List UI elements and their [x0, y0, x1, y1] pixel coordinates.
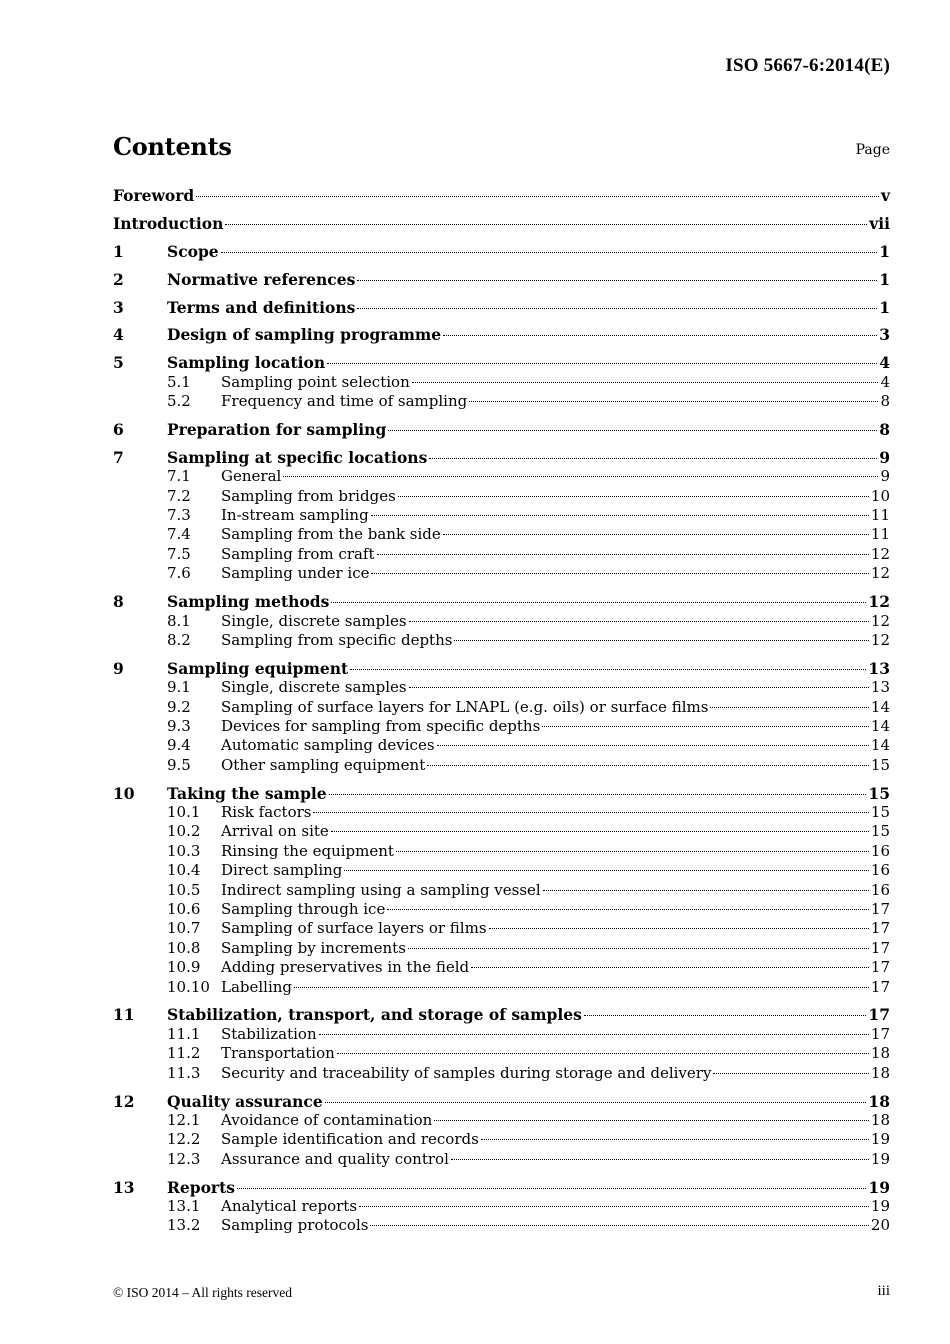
- toc-subentry[interactable]: [113, 736, 890, 755]
- toc-section-group: [113, 784, 890, 997]
- toc-entry-number: 12.1: [167, 1110, 201, 1129]
- toc-entry-title: Sampling equipment: [167, 658, 349, 678]
- toc-entry-number: 13.1: [167, 1196, 201, 1215]
- dot-leader: [371, 515, 869, 516]
- toc-entry-title: Labelling: [221, 977, 293, 996]
- toc-subentry[interactable]: [113, 1197, 890, 1216]
- toc-subentry[interactable]: [113, 978, 890, 997]
- toc-entry-page: 10: [870, 486, 890, 505]
- dot-leader: [489, 928, 869, 929]
- toc-subentry[interactable]: [113, 1044, 890, 1063]
- toc-section-group: [113, 659, 890, 775]
- toc-entry-page: 17: [868, 1005, 890, 1025]
- dot-leader: [357, 308, 877, 309]
- dot-leader: [371, 573, 868, 574]
- toc-entry-title: Sampling at specific locations: [167, 447, 428, 467]
- dot-leader: [409, 621, 869, 622]
- toc-entry-number: 13: [113, 1177, 135, 1197]
- toc-subentry[interactable]: [113, 631, 890, 650]
- toc-entry-page: 18: [870, 1044, 890, 1063]
- toc-entry-number: 10.5: [167, 880, 201, 899]
- toc-entry-title: Transportation: [221, 1044, 335, 1063]
- toc-entry-title: Sampling from specific depths: [221, 630, 453, 649]
- toc-subentry[interactable]: [113, 803, 890, 822]
- toc-subentry[interactable]: [113, 1111, 890, 1130]
- toc-entry-number: 6: [113, 420, 124, 440]
- toc-subentry[interactable]: [113, 861, 890, 880]
- toc-entry-number: 10.2: [167, 822, 201, 841]
- toc-entry-number: 9: [113, 658, 124, 678]
- toc-entry-title: Sampling under ice: [221, 564, 370, 583]
- toc-entry-number: 7: [113, 447, 124, 467]
- toc-entry-page: 1: [879, 297, 890, 317]
- toc-entry-page: 14: [870, 697, 890, 716]
- toc-entry-title: Sampling from the bank side: [221, 525, 441, 544]
- toc-entry-title: Security and traceability of samples during storage and delivery: [221, 1063, 712, 1082]
- toc-entry-title: Avoidance of contamination: [221, 1110, 433, 1129]
- toc-entry-number: 11.1: [167, 1024, 201, 1043]
- toc-entry-page: 12: [870, 611, 890, 630]
- dot-leader: [387, 909, 869, 910]
- toc-section-group: [113, 298, 890, 317]
- copyright-notice: © ISO 2014 – All rights reserved: [113, 1285, 292, 1300]
- dot-leader: [542, 726, 869, 727]
- toc-entry-title: Sampling location: [167, 353, 326, 373]
- toc-entry-page: vii: [869, 213, 890, 233]
- toc-entry-page: 17: [870, 900, 890, 918]
- toc-entry-number: 5.1: [167, 372, 191, 391]
- toc-entry-number: 10.4: [167, 861, 201, 880]
- toc-entry[interactable]: [113, 448, 890, 467]
- toc-entry-number: 10.10: [167, 977, 210, 996]
- toc-entry-page: 12: [870, 544, 890, 563]
- toc-entry-number: 7.5: [167, 544, 191, 563]
- toc-entry-title: Sampling point selection: [221, 372, 410, 391]
- dot-leader: [357, 280, 877, 281]
- toc-entry-number: 11.2: [167, 1044, 201, 1063]
- toc-entry-number: 7.3: [167, 506, 191, 525]
- toc-entry-page: 13: [868, 658, 890, 678]
- toc-entry-title: Sampling from bridges: [221, 486, 396, 505]
- toc-entry-title: Direct sampling: [221, 861, 343, 880]
- dot-leader: [469, 401, 878, 402]
- toc-entry-title: Stabilization, transport, and storage of samples: [167, 1005, 582, 1025]
- toc-section-group: [113, 353, 890, 411]
- toc-entry-page: 16: [870, 841, 890, 860]
- toc-entry-title: Automatic sampling devices: [221, 736, 435, 755]
- toc-entry-page: 8: [880, 392, 890, 411]
- toc-entry-number: 10.6: [167, 900, 201, 918]
- toc-section-group: [113, 592, 890, 650]
- toc-subentry[interactable]: [113, 822, 890, 841]
- dot-leader: [409, 687, 869, 688]
- toc-entry-title: Reports: [167, 1177, 235, 1197]
- toc-entry-title: Scope: [167, 241, 219, 261]
- toc-subentry[interactable]: [113, 1150, 890, 1169]
- toc-entry-page: 17: [870, 938, 890, 957]
- toc-entry-page: 19: [868, 1177, 890, 1197]
- dot-leader: [398, 496, 869, 497]
- toc-entry-title: Rinsing the equipment: [221, 841, 394, 860]
- toc-entry-number: 12.3: [167, 1149, 201, 1168]
- toc-entry[interactable]: [113, 325, 890, 344]
- toc-subentry[interactable]: [113, 1130, 890, 1149]
- toc-entry-page: 4: [880, 372, 890, 391]
- dot-leader: [713, 1073, 868, 1074]
- toc-entry-number: 7.6: [167, 564, 191, 583]
- dot-leader: [331, 831, 869, 832]
- toc-entry-number: 10.3: [167, 841, 201, 860]
- toc-entry-number: 12: [113, 1091, 135, 1111]
- dot-leader: [344, 870, 869, 871]
- toc-subentry[interactable]: [113, 545, 890, 564]
- dot-leader: [429, 458, 877, 459]
- toc-entry-page: 12: [870, 630, 890, 649]
- toc-entry-title: Devices for sampling from specific depths: [221, 716, 541, 735]
- toc-entry-number: 10.7: [167, 919, 201, 938]
- toc-subentry[interactable]: [113, 612, 890, 631]
- page-column-label: Page: [855, 142, 890, 158]
- toc-entry-title: Arrival on site: [221, 822, 329, 841]
- toc-entry-page: 18: [870, 1063, 890, 1082]
- toc-entry-page: 20: [870, 1216, 890, 1235]
- toc-entry-number: 4: [113, 325, 124, 345]
- toc-subentry[interactable]: [113, 467, 890, 486]
- toc-entry-page: 13: [870, 678, 890, 697]
- toc-subentry[interactable]: [113, 919, 890, 938]
- toc-entry-title: Adding preservatives in the field: [221, 958, 470, 977]
- toc-entry[interactable]: [113, 1005, 890, 1024]
- contents-heading: Contents: [113, 132, 232, 161]
- toc-entry-title: Normative references: [167, 269, 356, 289]
- toc-entry-title: Risk factors: [221, 803, 312, 822]
- toc-entry-title: Preparation for sampling: [167, 420, 387, 440]
- toc-entry-page: 1: [879, 241, 890, 261]
- toc-subentry[interactable]: [113, 881, 890, 900]
- dot-leader: [377, 554, 869, 555]
- toc-subentry[interactable]: [113, 525, 890, 544]
- toc-entry-number: 9.5: [167, 755, 191, 774]
- toc-entry[interactable]: [113, 270, 890, 289]
- toc-entry-title: Assurance and quality control: [221, 1149, 449, 1168]
- toc-subentry[interactable]: [113, 717, 890, 736]
- toc-entry-page: 16: [870, 880, 890, 899]
- toc-entry-number: 9.4: [167, 736, 191, 755]
- dot-leader: [337, 1053, 869, 1054]
- toc-entry-number: 8.1: [167, 611, 191, 630]
- dot-leader: [408, 948, 869, 949]
- toc-section-group: [113, 186, 890, 205]
- toc-entry-number: 9.1: [167, 678, 191, 697]
- dot-leader: [325, 1102, 867, 1103]
- toc-entry-number: 7.2: [167, 486, 191, 505]
- toc-entry-number: 8.2: [167, 630, 191, 649]
- toc-entry-page: 15: [870, 803, 890, 822]
- toc-entry-title: Introduction: [113, 213, 224, 233]
- toc-entry-page: 15: [870, 822, 890, 841]
- toc-entry-title: General: [221, 467, 282, 486]
- toc-entry-number: 12.2: [167, 1130, 201, 1149]
- toc-entry[interactable]: [113, 298, 890, 317]
- standard-identifier: ISO 5667-6:2014(E): [725, 55, 890, 76]
- toc-entry-number: 8: [113, 592, 124, 612]
- toc-entry-title: Quality assurance: [167, 1091, 323, 1111]
- dot-leader: [434, 1120, 869, 1121]
- toc-section-group: [113, 1005, 890, 1083]
- toc-entry[interactable]: [113, 186, 890, 205]
- toc-subentry[interactable]: [113, 1216, 890, 1235]
- toc-entry-number: 5: [113, 353, 124, 373]
- toc-entry-title: Stabilization: [221, 1024, 317, 1043]
- toc-entry-page: 4: [879, 353, 890, 373]
- toc-entry-number: 7.4: [167, 525, 191, 544]
- toc-entry-page: 16: [870, 861, 890, 880]
- toc-section-group: [113, 448, 890, 584]
- toc-entry-title: Analytical reports: [221, 1196, 358, 1215]
- dot-leader: [710, 707, 868, 708]
- toc-entry-number: 11: [113, 1005, 135, 1025]
- toc-subentry[interactable]: [113, 392, 890, 411]
- toc-entry[interactable]: [113, 1178, 890, 1197]
- dot-leader: [370, 1225, 868, 1226]
- toc-subentry[interactable]: [113, 958, 890, 977]
- toc-entry[interactable]: [113, 214, 890, 233]
- toc-entry[interactable]: [113, 242, 890, 261]
- dot-leader: [237, 1188, 866, 1189]
- toc-entry-number: 5.2: [167, 392, 191, 411]
- toc-entry[interactable]: [113, 592, 890, 611]
- toc-entry-title: Single, discrete samples: [221, 678, 407, 697]
- toc-entry-title: Sampling of surface layers or films: [221, 919, 487, 938]
- toc-subentry[interactable]: [113, 373, 890, 392]
- toc-subentry[interactable]: [113, 1064, 890, 1083]
- dot-leader: [196, 196, 879, 197]
- toc-subentry[interactable]: [113, 900, 890, 919]
- toc-entry-title: Frequency and time of sampling: [221, 392, 468, 411]
- dot-leader: [359, 1206, 869, 1207]
- dot-leader: [388, 430, 877, 431]
- toc-entry-number: 3: [113, 297, 124, 317]
- toc-section-group: [113, 1092, 890, 1170]
- dot-leader: [584, 1015, 867, 1016]
- toc-entry-title: Taking the sample: [167, 783, 327, 803]
- toc-entry-page: 14: [870, 736, 890, 755]
- toc-entry-title: Sampling by increments: [221, 938, 406, 957]
- toc-subentry[interactable]: [113, 1025, 890, 1044]
- dot-leader: [294, 987, 869, 988]
- toc-entry-title: In-stream sampling: [221, 506, 369, 525]
- toc-entry-page: 8: [879, 420, 890, 440]
- toc-entry-number: 10.9: [167, 958, 201, 977]
- dot-leader: [396, 851, 869, 852]
- toc-entry-number: 9.3: [167, 716, 191, 735]
- dot-leader: [481, 1139, 869, 1140]
- toc-entry-page: 12: [868, 592, 890, 612]
- toc-section-group: [113, 270, 890, 289]
- toc-entry-page: 17: [870, 1024, 890, 1043]
- toc-entry-page: 19: [870, 1130, 890, 1149]
- toc-entry-title: Single, discrete samples: [221, 611, 407, 630]
- toc-subentry[interactable]: [113, 487, 890, 506]
- toc-entry-page: 3: [879, 325, 890, 345]
- toc-entry-title: Sampling protocols: [221, 1216, 369, 1235]
- toc-subentry[interactable]: [113, 506, 890, 525]
- dot-leader: [471, 967, 869, 968]
- dot-leader: [225, 224, 867, 225]
- toc-section-group: [113, 214, 890, 233]
- toc-entry[interactable]: [113, 659, 890, 678]
- toc-entry-page: 19: [870, 1149, 890, 1168]
- toc-entry-page: 12: [870, 564, 890, 583]
- toc-subentry[interactable]: [113, 939, 890, 958]
- toc-subentry[interactable]: [113, 678, 890, 697]
- toc-entry-number: 2: [113, 269, 124, 289]
- toc-entry-title: Sample identification and records: [221, 1130, 479, 1149]
- toc-entry-page: 17: [870, 919, 890, 938]
- toc-entry-number: 9.2: [167, 697, 191, 716]
- toc-section-group: [113, 242, 890, 261]
- toc-entry-page: 11: [870, 506, 890, 525]
- toc-entry-title: Design of sampling programme: [167, 325, 442, 345]
- toc-entry-page: 18: [868, 1091, 890, 1111]
- toc-entry-number: 10.1: [167, 803, 201, 822]
- toc-entry-page: 17: [870, 958, 890, 977]
- toc-subentry[interactable]: [113, 756, 890, 775]
- toc-entry-title: Terms and definitions: [167, 297, 356, 317]
- dot-leader: [543, 890, 869, 891]
- dot-leader: [451, 1159, 869, 1160]
- dot-leader: [283, 476, 878, 477]
- toc-subentry[interactable]: [113, 564, 890, 583]
- toc-entry-number: 13.2: [167, 1216, 201, 1235]
- toc-entry-page: 19: [870, 1196, 890, 1215]
- dot-leader: [427, 765, 869, 766]
- toc-entry-page: 11: [870, 525, 890, 544]
- toc-entry[interactable]: [113, 353, 890, 372]
- toc-entry-page: 15: [870, 755, 890, 774]
- dot-leader: [327, 363, 877, 364]
- toc-entry-page: 9: [879, 447, 890, 467]
- page-number: iii: [877, 1283, 890, 1299]
- toc-entry-number: 11.3: [167, 1063, 201, 1082]
- toc-entry-title: Sampling through ice: [221, 900, 386, 918]
- toc-section-group: [113, 1178, 890, 1236]
- dot-leader: [313, 812, 868, 813]
- toc-entry-page: 1: [879, 269, 890, 289]
- toc-entry-page: 15: [868, 783, 890, 803]
- toc-entry-title: Indirect sampling using a sampling vessel: [221, 880, 541, 899]
- dot-leader: [319, 1034, 869, 1035]
- dot-leader: [454, 640, 868, 641]
- toc-entry-page: v: [880, 186, 890, 205]
- toc-subentry[interactable]: [113, 698, 890, 717]
- dot-leader: [350, 669, 866, 670]
- dot-leader: [331, 602, 866, 603]
- toc-entry[interactable]: [113, 1092, 890, 1111]
- toc-entry-number: 10: [113, 783, 135, 803]
- toc-section-group: [113, 420, 890, 439]
- toc-subentry[interactable]: [113, 842, 890, 861]
- dot-leader: [437, 745, 869, 746]
- table-of-contents: [113, 186, 890, 1244]
- toc-entry[interactable]: [113, 420, 890, 439]
- toc-entry-page: 18: [870, 1110, 890, 1129]
- toc-entry-number: 7.1: [167, 467, 191, 486]
- dot-leader: [329, 794, 867, 795]
- toc-entry[interactable]: [113, 784, 890, 803]
- toc-entry-title: Sampling methods: [167, 592, 330, 612]
- toc-entry-number: 10.8: [167, 938, 201, 957]
- toc-entry-page: 17: [870, 977, 890, 996]
- dot-leader: [221, 252, 878, 253]
- dot-leader: [412, 382, 879, 383]
- dot-leader: [443, 335, 877, 336]
- toc-entry-page: 14: [870, 716, 890, 735]
- toc-entry-title: Sampling of surface layers for LNAPL (e.g. oils) or surface films: [221, 697, 709, 716]
- toc-entry-number: 1: [113, 241, 124, 261]
- toc-section-group: [113, 325, 890, 344]
- toc-entry-title: Foreword: [113, 186, 195, 205]
- toc-entry-title: Sampling from craft: [221, 544, 375, 563]
- dot-leader: [443, 534, 869, 535]
- toc-entry-page: 9: [880, 467, 890, 486]
- toc-entry-title: Other sampling equipment: [221, 755, 426, 774]
